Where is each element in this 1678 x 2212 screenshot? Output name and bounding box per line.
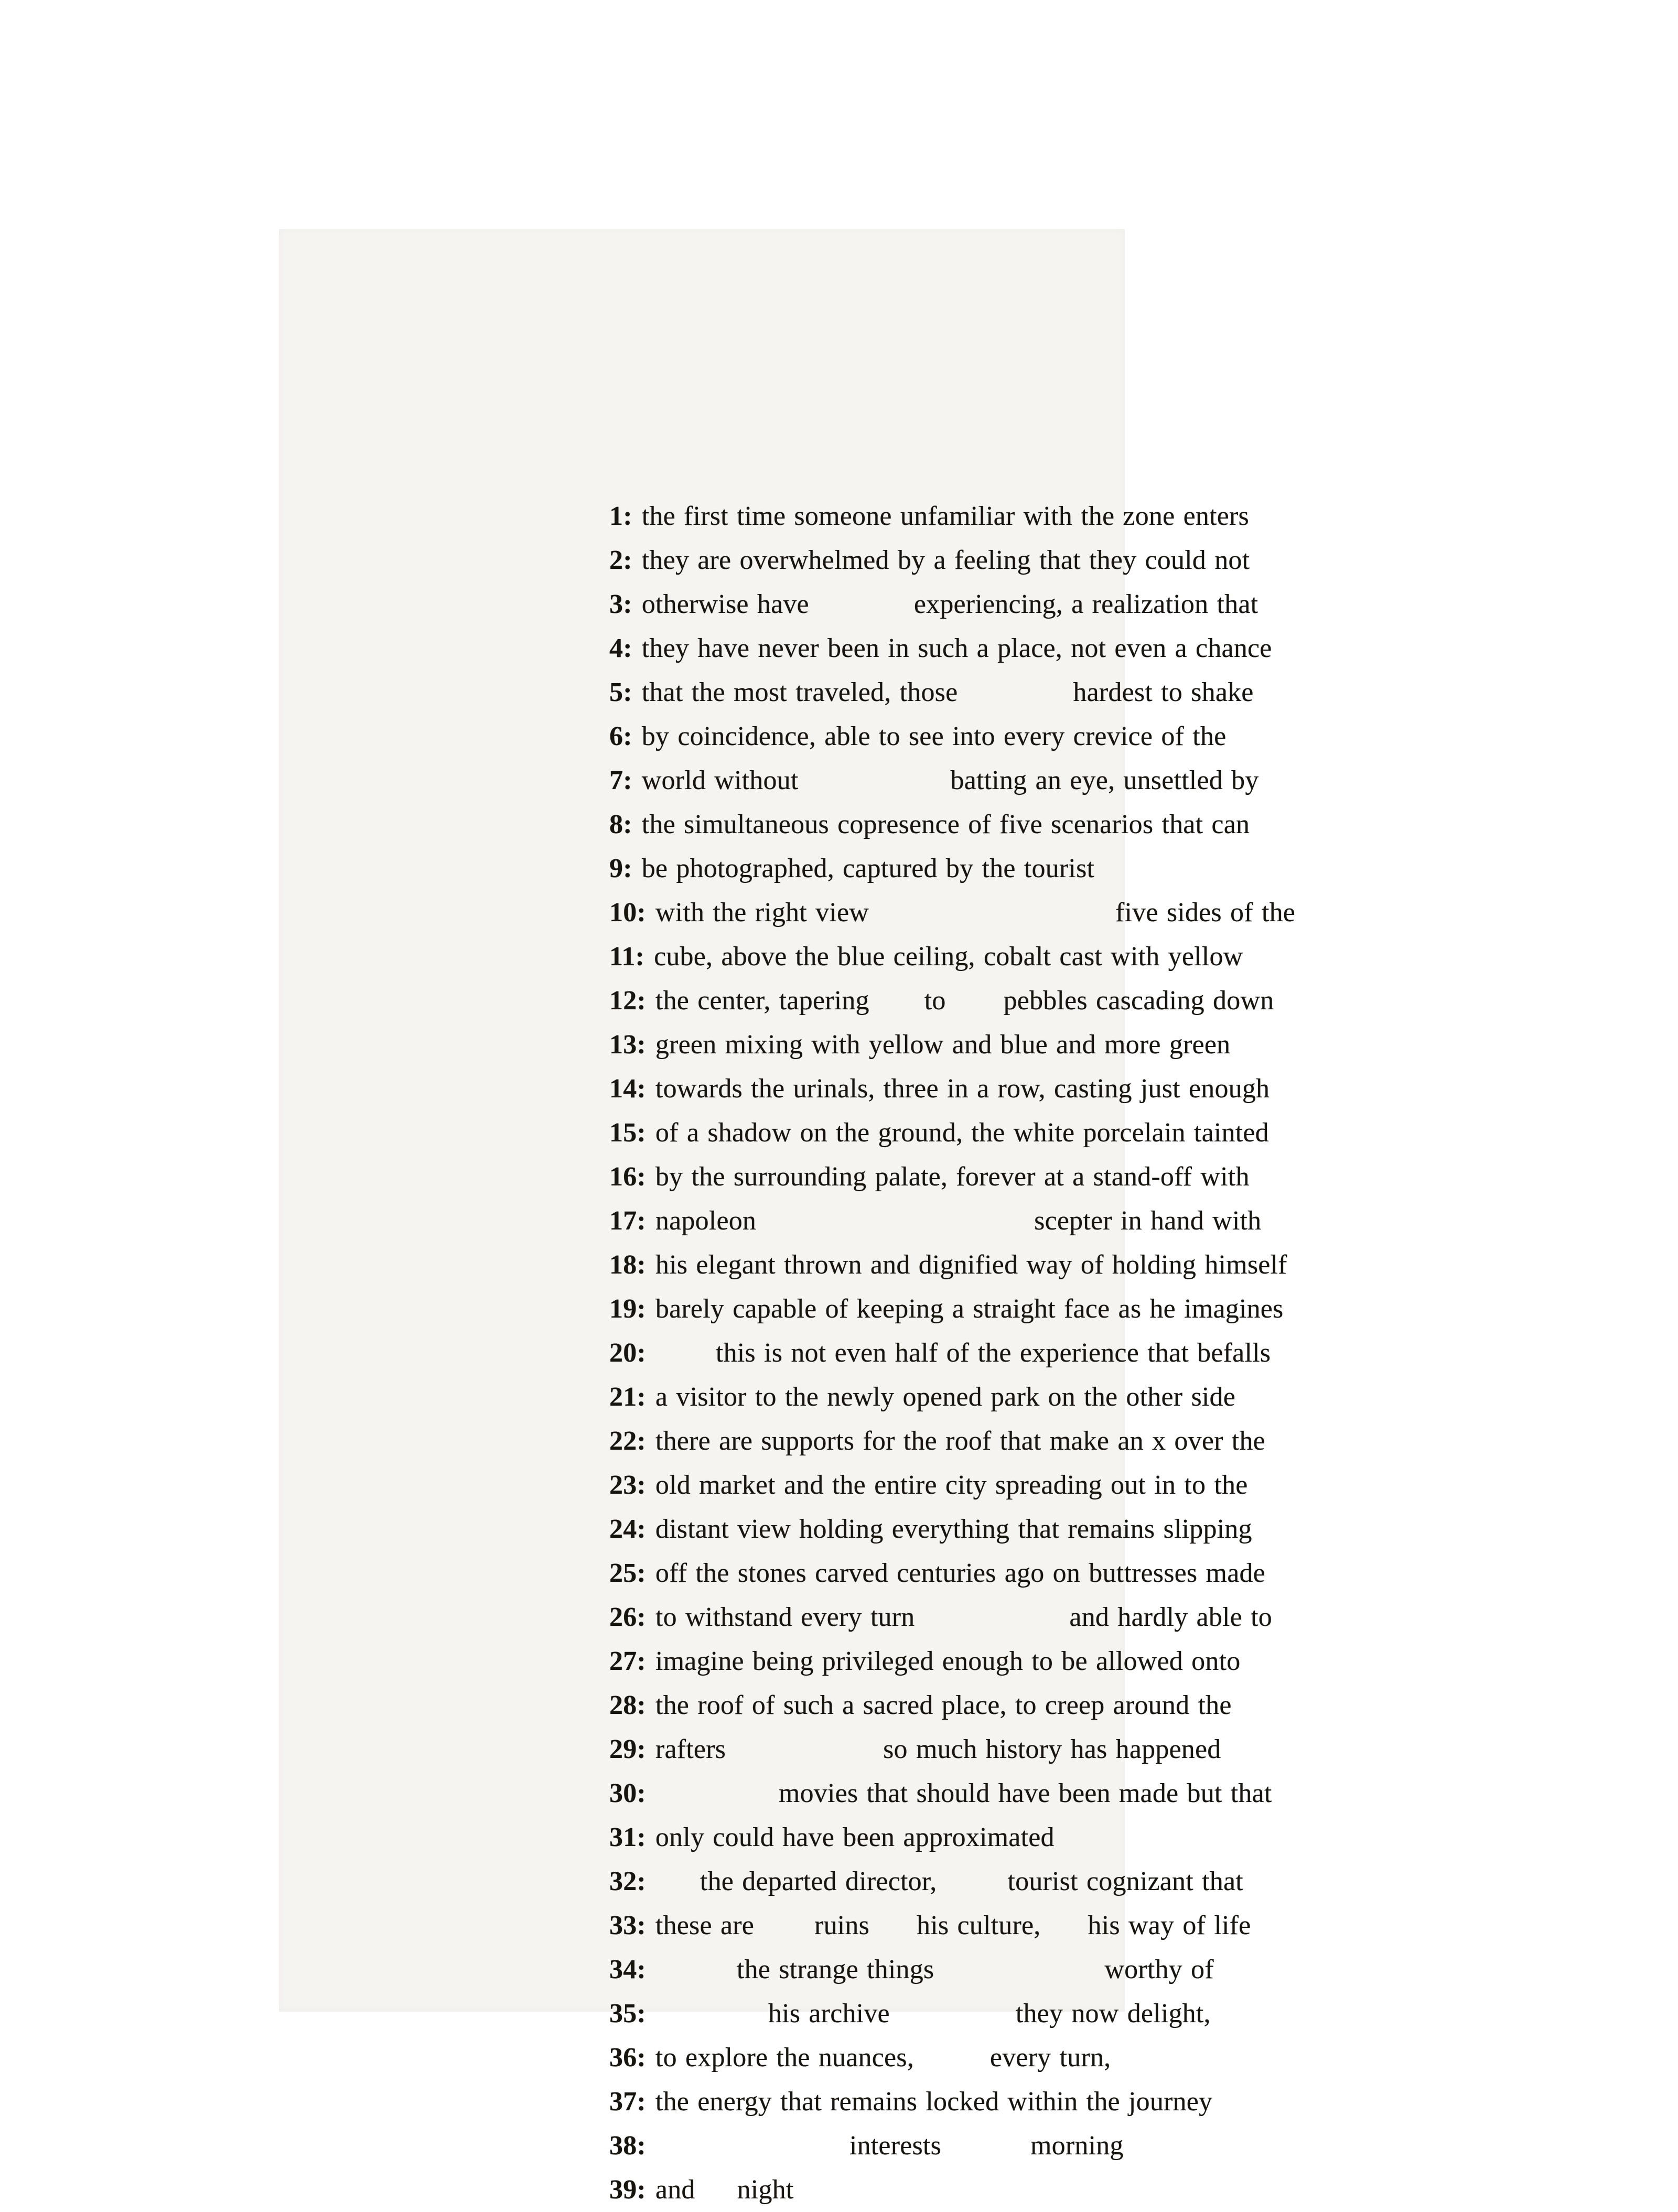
line-number: 30: (609, 1778, 646, 1808)
line-text: cube, above the blue ceiling, cobalt cast with yellow (654, 942, 1243, 972)
line-number: 34: (609, 1955, 646, 1984)
line-number: 7: (609, 765, 632, 795)
line-text: the roof of such a sacred place, to creep around the (655, 1690, 1232, 1720)
line-text: old market and the entire city spreading out in to the (655, 1470, 1248, 1500)
line-number: 11: (609, 942, 645, 972)
line-text: his elegant thrown and dignified way of holding himself (655, 1250, 1287, 1280)
line-number: 10: (609, 898, 646, 927)
line-number: 37: (609, 2087, 646, 2117)
line-text: experiencing, a realization that (913, 589, 1258, 619)
line-number: 2: (609, 545, 632, 575)
poem-line (609, 1331, 1295, 1375)
line-text: rafters (655, 1734, 726, 1764)
poem-line (609, 1816, 1295, 1860)
line-number: 4: (609, 633, 632, 663)
poem-line (609, 1419, 1295, 1463)
poem-line (609, 538, 1295, 582)
blank-gap (726, 1757, 883, 1758)
line-text: these are (655, 1911, 755, 1940)
line-text: interests (849, 2131, 942, 2161)
line-text: green mixing with yellow and blue and more green (655, 1030, 1231, 1060)
blank-gap (655, 1801, 779, 1802)
line-text: be photographed, captured by the tourist (641, 854, 1095, 883)
poem-line (609, 2080, 1295, 2124)
line-number: 29: (609, 1734, 646, 1764)
blank-gap (655, 1361, 716, 1362)
line-number: 21: (609, 1382, 646, 1412)
line-text: and (655, 2175, 695, 2205)
line-text: his culture, (917, 1911, 1041, 1940)
line-number: 31: (609, 1822, 646, 1852)
poem-line (609, 803, 1295, 847)
blank-gap (915, 1625, 1069, 1626)
poem-line (609, 2168, 1295, 2212)
line-text: distant view holding everything that remains slipping (655, 1514, 1252, 1544)
line-number: 19: (609, 1294, 646, 1324)
poem-line (609, 671, 1295, 715)
poem-line (609, 1463, 1295, 1507)
line-text: pebbles cascading down (1003, 986, 1274, 1016)
line-number: 3: (609, 589, 632, 619)
line-number: 9: (609, 854, 632, 883)
line-number: 32: (609, 1866, 646, 1896)
line-text: with the right view (655, 898, 869, 927)
poem-line (609, 1639, 1295, 1684)
line-text: to withstand every turn (655, 1602, 915, 1632)
line-number: 39: (609, 2175, 646, 2205)
line-text: world without (641, 765, 799, 795)
line-text: they are overwhelmed by a feeling that they could not (641, 545, 1250, 575)
line-number: 36: (609, 2043, 646, 2073)
line-number: 14: (609, 1074, 646, 1104)
line-number: 35: (609, 1999, 646, 2028)
poem-line (609, 627, 1295, 671)
line-text: only could have been approximated (655, 1822, 1055, 1852)
line-number: 20: (609, 1338, 646, 1368)
line-number: 28: (609, 1690, 646, 1720)
poem-line (609, 935, 1295, 979)
line-text: the first time someone unfamiliar with the zone enters (641, 501, 1249, 531)
line-number: 17: (609, 1206, 646, 1236)
line-number: 5: (609, 677, 632, 707)
line-text: by the surrounding palate, forever at a stand-off with (655, 1162, 1250, 1192)
line-number: 13: (609, 1030, 646, 1060)
line-text: towards the urinals, three in a row, casting just enough (655, 1074, 1270, 1104)
line-text: to (924, 986, 946, 1016)
line-text: to explore the nuances, (655, 2043, 914, 2073)
poem-line (609, 2036, 1295, 2080)
line-text: imagine being privileged enough to be allowed onto (655, 1646, 1241, 1676)
line-text: movies that should have been made but that (778, 1778, 1272, 1808)
poem-line (609, 1243, 1295, 1287)
poem-line (609, 1595, 1295, 1639)
line-text: ruins (814, 1911, 870, 1940)
line-number: 24: (609, 1514, 646, 1544)
line-text: there are supports for the roof that make an x over the (655, 1426, 1265, 1456)
poem-line (609, 1023, 1295, 1067)
line-text: and hardly able to (1069, 1602, 1273, 1632)
line-text: they have never been in such a place, not even a chance (641, 633, 1272, 663)
poem-line (609, 1067, 1295, 1111)
line-number: 27: (609, 1646, 646, 1676)
poem-line (609, 1728, 1295, 1772)
line-text: the energy that remains locked within the journey (655, 2087, 1213, 2117)
poem-line (609, 1551, 1295, 1595)
line-text: night (737, 2175, 794, 2205)
line-text: a visitor to the newly opened park on the other side (655, 1382, 1236, 1412)
line-text: so much history has happened (883, 1734, 1221, 1764)
poem-line (609, 1111, 1295, 1155)
line-number: 33: (609, 1911, 646, 1940)
line-text: five sides of the (1115, 898, 1296, 927)
blank-gap (809, 612, 914, 613)
line-text: by coincidence, able to see into every crevice of the (641, 721, 1227, 751)
line-number: 12: (609, 986, 646, 1016)
line-text: the departed director, (700, 1866, 937, 1896)
line-text: his archive (768, 1999, 890, 2028)
poem-line (609, 1684, 1295, 1728)
line-text: this is not even half of the experience that befalls (715, 1338, 1271, 1368)
blank-gap (958, 700, 1073, 701)
line-number: 26: (609, 1602, 646, 1632)
line-text: they now delight, (1015, 1999, 1211, 2028)
line-number: 16: (609, 1162, 646, 1192)
line-text: scepter in hand with (1034, 1206, 1262, 1236)
line-text: napoleon (655, 1206, 757, 1236)
poem-line (609, 1904, 1295, 1948)
poem-line (609, 1199, 1295, 1243)
poem-line (609, 1507, 1295, 1551)
line-text: the simultaneous copresence of five scenarios that can (641, 810, 1250, 839)
line-text: his way of life (1088, 1911, 1251, 1940)
poem-line (609, 2124, 1295, 2168)
line-number: 18: (609, 1250, 646, 1280)
line-text: of a shadow on the ground, the white porcelain tainted (655, 1118, 1269, 1148)
poem-line (609, 582, 1295, 627)
poem-line (609, 1155, 1295, 1199)
line-text: tourist cognizant that (1007, 1866, 1243, 1896)
poem-line (609, 494, 1295, 538)
poem-line (609, 847, 1295, 891)
poem-line (609, 979, 1295, 1023)
poem-line (609, 891, 1295, 935)
line-text: the center, tapering (655, 986, 869, 1016)
line-text: worthy of (1104, 1955, 1214, 1984)
scanned-paper-panel (279, 229, 1296, 2205)
line-text: every turn, (989, 2043, 1111, 2073)
poem-line (609, 1948, 1295, 1992)
line-text: that the most traveled, those (641, 677, 958, 707)
line-text: barely capable of keeping a straight face as he imagines (655, 1294, 1284, 1324)
line-number: 25: (609, 1558, 646, 1588)
line-text: batting an eye, unsettled by (950, 765, 1259, 795)
line-number: 22: (609, 1426, 646, 1456)
poem-line (609, 1375, 1295, 1419)
poem-line (609, 1992, 1295, 2036)
poem-line (609, 1287, 1295, 1331)
poem (609, 494, 1295, 2212)
line-text: the strange things (736, 1955, 934, 1984)
line-number: 23: (609, 1470, 646, 1500)
line-number: 15: (609, 1118, 646, 1148)
line-text: off the stones carved centuries ago on buttresses made (655, 1558, 1265, 1588)
poem-line (609, 1860, 1295, 1904)
poem-line (609, 715, 1295, 759)
line-number: 38: (609, 2131, 646, 2161)
line-number: 1: (609, 501, 632, 531)
poem-line (609, 1772, 1295, 1816)
line-text: hardest to shake (1073, 677, 1254, 707)
poem-line (609, 759, 1295, 803)
line-text: morning (1030, 2131, 1124, 2161)
line-number: 8: (609, 810, 632, 839)
line-text: otherwise have (641, 589, 809, 619)
line-number: 6: (609, 721, 632, 751)
